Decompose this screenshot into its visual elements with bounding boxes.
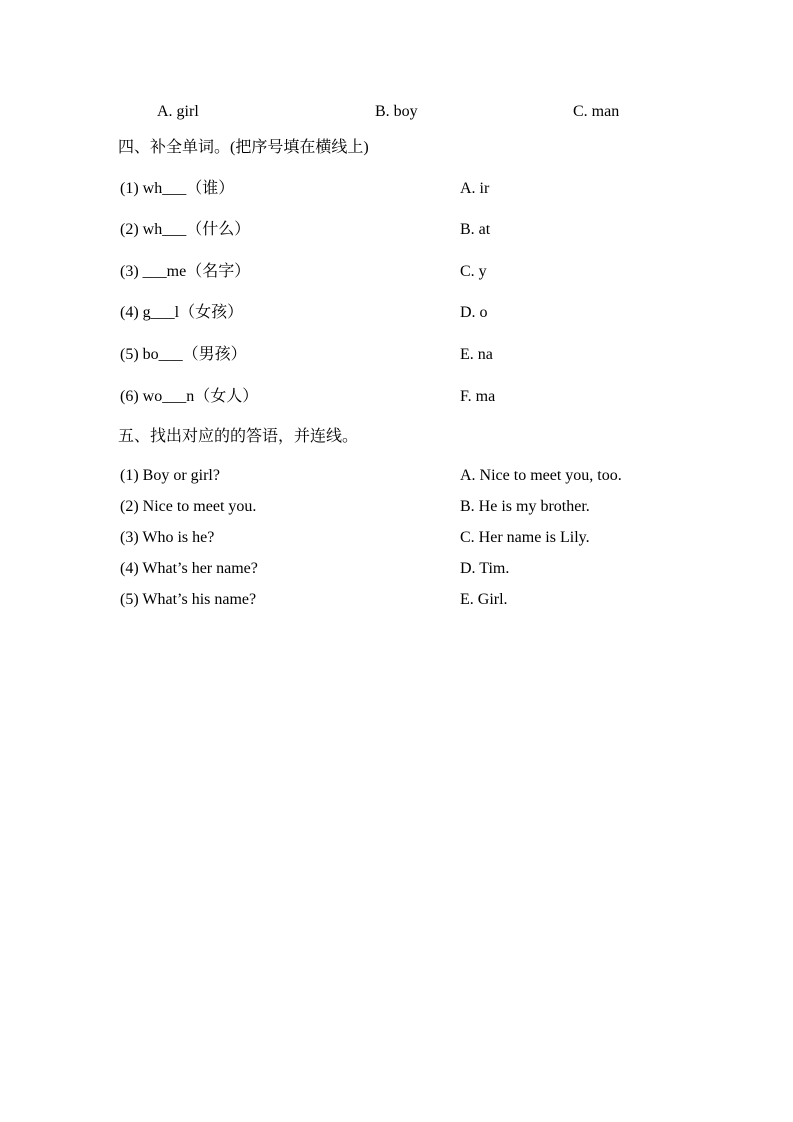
answer-option-a: A. girl <box>157 103 199 120</box>
match-option: B. at <box>460 221 491 238</box>
section-four-title: 四、补全单词。(把序号填在横线上) <box>118 139 369 156</box>
match-option: C. Her name is Lily. <box>460 529 590 546</box>
question-item: (1) wh___（谁） <box>120 180 235 197</box>
question-item: (4) g___l（女孩） <box>120 304 244 321</box>
match-option: A. ir <box>460 180 490 197</box>
question-item: (4) What’s her name? <box>120 560 258 577</box>
question-item: (6) wo___n（女人） <box>120 388 259 405</box>
match-option: E. na <box>460 346 493 363</box>
match-option: F. ma <box>460 388 496 405</box>
match-option: C. y <box>460 263 487 280</box>
question-item: (5) bo___（男孩） <box>120 346 247 363</box>
match-option: A. Nice to meet you, too. <box>460 467 622 484</box>
question-item: (3) ___me（名字） <box>120 263 251 280</box>
match-option: E. Girl. <box>460 591 508 608</box>
answer-option-c: C. man <box>573 103 620 120</box>
section-five-title: 五、找出对应的的答语，并连线。 <box>118 428 359 445</box>
question-item: (3) Who is he? <box>120 529 215 546</box>
question-item: (1) Boy or girl? <box>120 467 220 484</box>
question-item: (2) wh___（什么） <box>120 221 251 238</box>
match-option: D. o <box>460 304 488 321</box>
match-option: D. Tim. <box>460 560 510 577</box>
question-item: (5) What’s his name? <box>120 591 257 608</box>
answer-option-b: B. boy <box>375 103 418 120</box>
match-option: B. He is my brother. <box>460 498 590 515</box>
question-item: (2) Nice to meet you. <box>120 498 257 515</box>
